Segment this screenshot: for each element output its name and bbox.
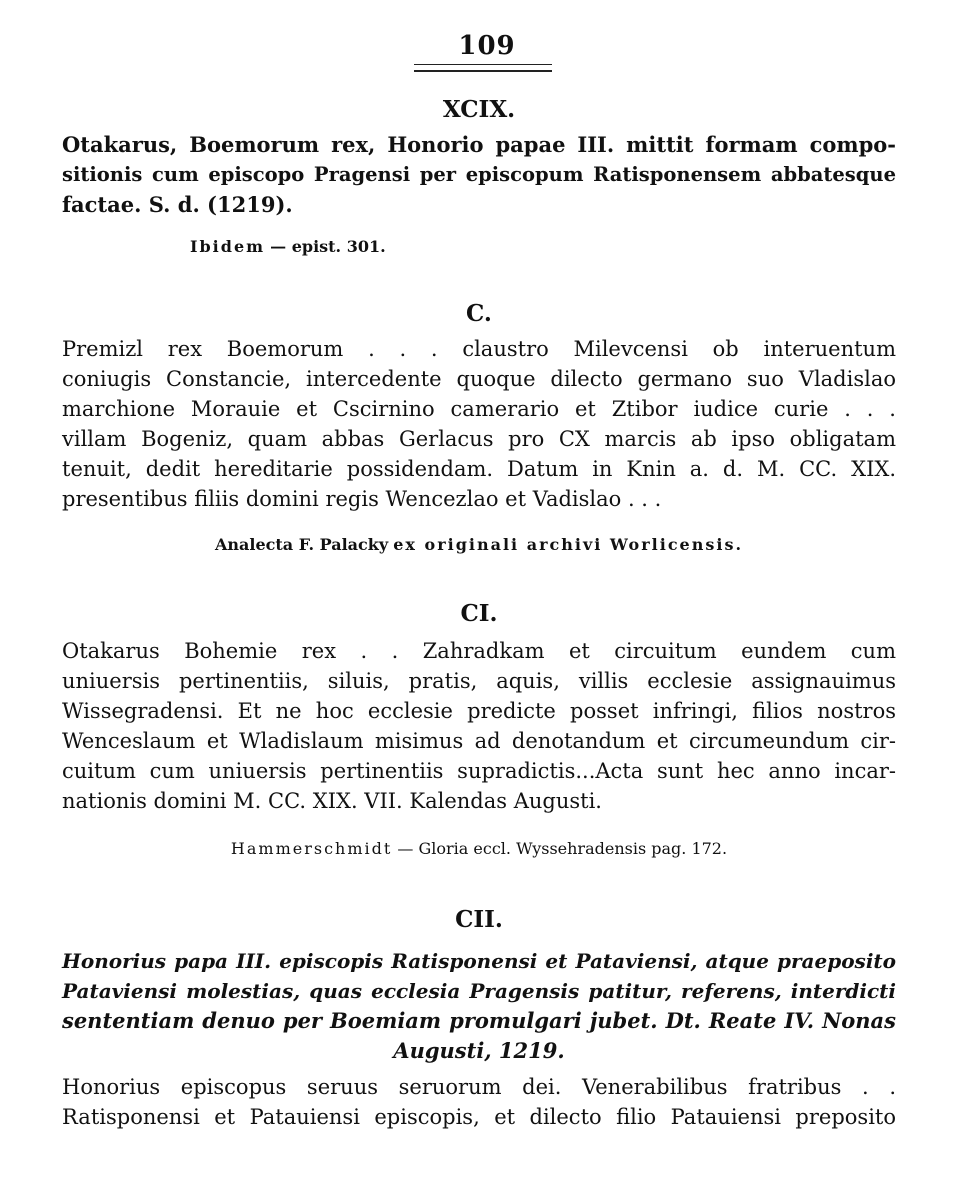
regest-xcix (62, 130, 896, 220)
regest-line: factae. S. d. (1219). (62, 192, 293, 217)
section-heading-ci: CI. (460, 600, 498, 627)
source-detail: ex originali archivi Worlicensis. (393, 535, 744, 554)
header-rule (414, 64, 552, 72)
text-c (62, 334, 896, 514)
text-line: tenuit, dedit hereditarie possidendam. Datum in Knin a. d. M. CC. XIX. (62, 457, 896, 481)
source-detail: — Gloria eccl. Wyssehradensis pag. 172. (397, 839, 728, 858)
text-line: Ratisponensi et Patauiensi episcopis, et dilecto filio Patauiensi preposito (62, 1105, 896, 1129)
source-author: Analecta F. Palacky (214, 535, 389, 554)
section-heading-c: C. (466, 300, 492, 327)
section-heading-xcix: XCIX. (442, 96, 516, 123)
source-citation-ci (62, 838, 896, 860)
page-number: 109 (458, 31, 516, 61)
text-line: presentibus filiis domini regis Wencezlao et Vadislao . . . (62, 487, 662, 511)
section-heading-cii: CII. (455, 906, 503, 933)
source-citation-xcix (190, 236, 590, 258)
text-line: villam Bogeniz, quam abbas Gerlacus pro CX marcis ab ipso obligatam (62, 427, 896, 451)
regest-cii (62, 946, 896, 1066)
text-ci (62, 636, 896, 816)
text-line: coniugis Constancie, intercedente quoque dilecto germano suo Vladislao (62, 367, 896, 391)
source-detail: — epist. 301. (270, 237, 386, 256)
source-citation-c (62, 534, 896, 556)
regest-line: Honorius papa III. episcopis Ratisponensi et Pataviensi, atque praeposito (62, 949, 896, 973)
regest-line: Otakarus, Boemorum rex, Honorio papae III. mittit formam compo- (62, 132, 896, 157)
text-line: nationis domini M. CC. XIX. VII. Kalendas Augusti. (62, 789, 602, 813)
text-cii (62, 1072, 896, 1132)
text-line: marchione Morauie et Cscirnino camerario et Ztibor iudice curie . . . (62, 397, 896, 421)
text-line: cuitum cum uniuersis pertinentiis supradictis...Acta sunt hec anno incar- (62, 759, 896, 783)
document-page (62, 0, 896, 1193)
text-line: Wissegradensi. Et ne hoc ecclesie predicte posset infringi, filios nostros (62, 699, 896, 723)
source-author: Ibidem (190, 237, 266, 256)
source-author: Hammerschmidt (230, 839, 393, 858)
regest-line: sitionis cum episcopo Pragensi per episcopum Ratisponensem abbatesque (62, 163, 896, 186)
text-line: Otakarus Bohemie rex . . Zahradkam et circuitum eundem cum (62, 639, 896, 663)
text-line: Wenceslaum et Wladislaum misimus ad denotandum et circumeundum cir- (62, 729, 896, 753)
regest-line: sententiam denuo per Boemiam promulgari jubet. Dt. Reate IV. Nonas (62, 1008, 896, 1033)
text-line: Honorius episcopus seruus seruorum dei. Venerabilibus fratribus . . (62, 1075, 896, 1099)
text-line: Premizl rex Boemorum . . . claustro Milevcensi ob interuentum (62, 337, 896, 361)
regest-line: Pataviensi molestias, quas ecclesia Pragensis patitur, referens, interdicti (62, 979, 896, 1003)
regest-line: Augusti, 1219. (393, 1038, 565, 1063)
text-line: uniuersis pertinentiis, siluis, pratis, aquis, villis ecclesie assignauimus (62, 669, 896, 693)
